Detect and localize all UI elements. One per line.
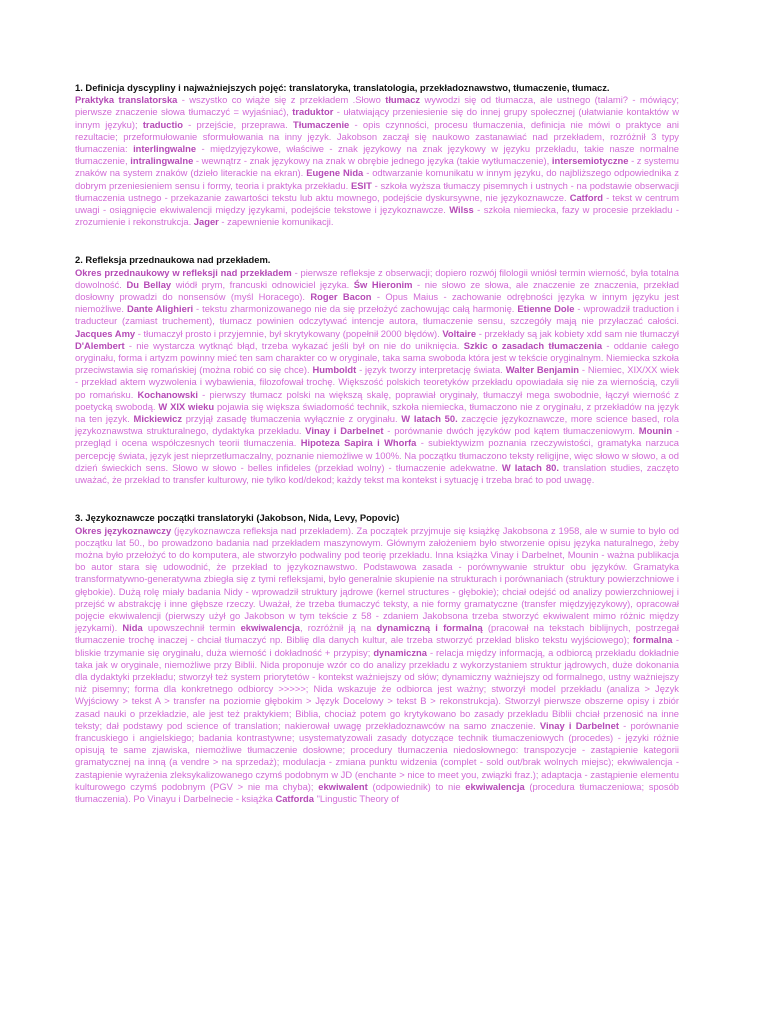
body-text: zaczęcie językoznawcze, more science based, rola językoznawstwa strukturalnego, dydaktyka przekładu. (75, 413, 679, 437)
body-text: (pracował na tekstach biblijnych, postrzegał tłumaczenie trochę inaczej - chciał tłumaczyć np. Biblię dla danych kultur, ale trzeba stworzyć przekład blisko tekstu wyjściowego); (75, 622, 679, 646)
body-text: (odpowiednik) to nie (367, 780, 466, 792)
key-term: D'Alembert (75, 339, 125, 351)
body-text: - zapewnienie komunikacji. (218, 216, 334, 228)
key-term: Szkic o zasadach tłumaczenia (463, 339, 603, 351)
body-text: - przejście, przeprawa. (182, 118, 293, 130)
key-term: Du Bellay (126, 278, 172, 290)
body-text: - język tworzy interpretację świata. (356, 364, 506, 376)
body-text: upowszechnił termin (142, 622, 241, 634)
body-text: - tłumaczył prosto i przyjemnie, był skrytykowany (popełnił 2000 błędów). (135, 327, 443, 339)
key-term: Kochanowski (137, 388, 198, 400)
key-term: dynamiczną i formalną (376, 622, 483, 634)
body-text: - szkoła niemiecka, fazy w procesie przekładu - zrozumienie i rekonstrukcja. (75, 204, 679, 228)
body-text: przyjął zasadę tłumaczenia wyłącznie z oryginału. (182, 413, 402, 425)
key-term: Roger Bacon (310, 291, 372, 303)
body-text: - oddanie całego oryginału, forma i artyzm powinny mieć ten sam charakter co w oryginale, taka sama swoboda która jest w tekście oryginalnym. Niemiecka szkoła przeciwstawia się romańskiej (można robić co się chce). (75, 339, 679, 376)
body-text: - nie wystarcza wytknąć błąd, trzeba wykazać jeśli był on nie do uniknięcia. (124, 339, 464, 351)
body-text: - przegląd i ocena współczesnych teorii tłumaczenia. (75, 425, 679, 449)
key-term: Eugene Nida (306, 167, 364, 179)
body-text: (językoznawcza refleksja nad przekładem). Za początek przyjmuje się książkę Jakobsona z 1958, ale w sumie to było od początku lat 50., bo prowadzono badania nad przekładem maszynowym. Głównym założeniem było stworzenie opisu języka naturalnego, żeby można było przełożyć to do komputera, ale stworzyło podwaliny pod teorię przekładu. Inna książka Vinay i Darbelnet, Mounin - ważna publikacja bo autor stara się udowodnić, że przekład to językoznawstwo. Podstawowa zasada - porównywanie struktur obu języków. Gramatyka transformatywno-generatywna zbiegła się z tymi refleksjami, było generalnie skupienie na strukturach i porównaniach (struktury powierzchniowe i głębokie). Dużą rolę miały badania Nidy - wprowadził struktury jądrowe (kernel structures - głębokie); chciał odejść od analizy powierzchniowej i przejść w abstrakcję i inne głębsze rzeczy. Uważał, że trzeba tłumaczyć teksty, a nie formy gramatyczne (transfer międzyjęzykowy), opracował pojęcie ekwiwalencji (pierwszy użył go Jakobson w tym tekście z 58 - zdaniem Jakobsona trzeba stworzyć ekwiwalent mimo różnic między językami). (75, 524, 680, 634)
section-body (75, 267, 679, 487)
key-term: Praktyka translatorska (75, 94, 178, 106)
key-term: tłumacz (385, 94, 421, 106)
key-term: Walter Benjamin (505, 364, 580, 376)
key-term: Mickiewicz (133, 413, 183, 425)
body-text: - przekłady są jak kobiety xdd sam nie tłumaczył (476, 327, 680, 339)
key-term: Hipoteza Sapira i Whorfa (300, 437, 417, 449)
body-text: - porównanie dwóch języków pod kątem tłumaczeniowym. (383, 425, 639, 437)
key-term: Jager (193, 216, 219, 228)
section-body (75, 94, 679, 228)
body-text: - pierwszy tłumacz polski na większą skalę, poprawiał oryginały, tłumaczył mega swobodnie, łączył wierność z poetycką swobodą. (75, 388, 679, 412)
body-text: translation studies, zaczęto uważać, że przekład to transfer kulturowy, nie tylko kod/dekod; każdy tekst ma kontekst i sytuację i trzeba brać to pod uwagę. (75, 461, 680, 486)
key-term: W latach 80. (501, 461, 559, 473)
key-term: Jacques Amy (75, 327, 136, 339)
key-term: ekwiwalencja (240, 622, 300, 634)
section-2 (75, 254, 679, 486)
key-term: Voltaire (442, 327, 477, 339)
body-text: pojawia się większa świadomość technik, szkoła niemiecka, tłumaczono nie z oryginału, z przekładów na język na ten język. (75, 400, 679, 425)
body-text: - relacja między informacją, a odbiorcą przekładu dokładnie taka jak w oryginale, niemożliwe przy Biblii. Nida proponuje wzór co do analizy przekładu z wykorzystaniem struktur jądrowych, duże dokonania dla dydaktyki przekładu; stworzył też system priorytetów - kontekst ważniejszy od słów; dynamiczny ważniejszy od formalnego, ustny ważniejszy niż pisemny; forma dla konkretnego odbiorcy >>>>>; Nida wskazuje że odbiorca jest ważny; stworzył model przekładu (analiza > Język Wyjściowy > tekst A > transfer na poziomie głębokim > Język Docelowy > tekst B > rekonstrukcja). Stworzył pierwsze obszerne opisy i zbiór zasad nauki o przekładzie, ale jest też praktykiem; Biblia, chociaż potem go krytykowano bo zasady przekładu Biblii chciał przenosić na inne teksty; dał podstawy pod science of translation; nakierował uwagę przekładoznawców na samo znaczenie. (75, 646, 679, 731)
key-term: interlingwalne (133, 143, 197, 155)
key-term: Catford (569, 191, 604, 203)
section-body (75, 525, 679, 806)
key-term: ESIT (350, 179, 372, 191)
body-text: - odtwarzanie komunikatu w innym języku, do najbliższego odpowiednika z dobrym przeniesieniem sensu i formy, teoria i praktyka przekładu. (75, 167, 679, 191)
section-heading: 1. Definicja dyscypliny i najważniejszych pojęć: translatoryka, translatologia, przekładoznawstwo, tłumaczenie, tłumacz. (75, 82, 610, 93)
body-text: "Lingustic Theory of (314, 792, 399, 804)
body-text: - wprowadził traduction i traducteur (zamiast truchement), tłumacz powinien odczytywać intencje autora, tłumaczenie sensu, szczegóły mają nie przyłaczać całości. (75, 303, 680, 327)
key-term: Św Hieronim (353, 278, 413, 290)
key-term: Etienne Dole (517, 303, 575, 315)
body-text: - pierwsze refleksje z obserwacji; dopiero rozwój filologii wniósł termin wierność, była totalna dowolność. (75, 266, 679, 290)
key-term: Vinay i Darbelnet (305, 425, 384, 437)
body-text: - Niemiec, XIX/XX wiek - przekład aktem wyzwolenia i wybawienia, filozofował trochę. Większość polskich teoretyków przekładu opowiadała się nie za wiernością, czyli po romańsku. (75, 364, 680, 400)
body-text: - Opus Maius - zachowanie odrębności języka w innym języku jest niemożliwe. (75, 291, 680, 315)
body-text: - subiektywizm poznania rzeczywistości, gramatyka narzuca percepcję świata, język jest nieprzetłumaczalny, poznanie niemożliwe w 100%. Na początku tłumaczono teksty religijne, więc słowo w słowo, a od dzień świeckich sens. Słowo w słowo - belles infideles (przekład wolny) - tłumaczenie adekwatne. (75, 437, 679, 473)
key-term: dynamiczna (373, 646, 427, 658)
body-text: - z systemu znaków na system znaków (dzieło literackie na ekran). (75, 155, 679, 179)
key-term: Okres językoznawczy (75, 524, 172, 536)
body-text: - międzyjęzykowe, właściwe - znak językowy na znak językowy w języku przekładu, takie nasze normalne tłumaczenie, (75, 143, 679, 167)
key-term: formalna (632, 634, 673, 646)
key-term: W latach 50. (401, 413, 458, 425)
body-text: (procedura tłumaczeniowa; sposób tłumaczenia). Po Vinayu i Darbelnecie - książka (75, 780, 679, 804)
body-text: - opis czynności, procesu tłumaczenia, definicja nie mówi o praktyce ani rezultacie; przeformułowanie sformułowania na inny język. Jakobson zaczął się naukowo zastanawiać nad przekładem, rozróżnił 3 typy tłumaczenia: (75, 118, 679, 155)
section-1 (75, 82, 679, 228)
key-term: ekwiwalencja (465, 780, 525, 792)
body-text: - tekst w centrum uwagi - osiągnięcie ekwiwalencji między językami, podejście tekstowe i językoznawcze. (75, 191, 679, 216)
key-term: Catforda (275, 792, 314, 804)
section-3 (75, 512, 679, 805)
key-term: Okres przednaukowy w refleksji nad przekładem (75, 266, 292, 278)
section-heading: 2. Refleksja przednaukowa nad przekładem. (75, 254, 271, 266)
body-text: - bliskie trzymanie się oryginału, duża wierność i dokładność + przypisy; (75, 634, 680, 658)
body-text: - szkoła wyższa tłumaczy pisemnych i ustnych - na podstawie obserwacji tłumaczenia ustnego - przekazanie zawartości tekstu lub aktu mownego, podejście dyskursywne, nie językoznawcze. (75, 179, 679, 203)
body-text: - nie słowo ze słowa, ale znaczenie ze znaczenia, przekład dosłowny prowadzi do nonsensów (myśl Horacego). (75, 278, 680, 303)
section-heading: 3. Językoznawcze początki translatoryki (Jakobson, Nida, Levy, Popovic) (75, 512, 400, 524)
key-term: traductio (142, 118, 183, 130)
key-term: intralingwalne (130, 155, 194, 167)
key-term: Wilss (449, 204, 474, 216)
body-text: wiódł prym, francuski odnowiciel języka. (171, 278, 354, 290)
key-term: Tłumaczenie (293, 118, 350, 130)
body-text: wywodzi się od tłumacza, ale ustnego (talami? - mówiący; pierwsze znaczenie słowa tłumaczyć = wyjaśniać), (75, 94, 679, 118)
key-term: Vinay i Darbelnet (539, 719, 619, 731)
key-term: ekwiwalent (318, 780, 368, 792)
body-text: - porównanie francuskiego i angielskiego; badania kontrastywne; usystematyzowali zasady dotyczące technik tłumaczeniowych (procedes) - języki różnie opisują te same zjawiska, niemożliwe tłumaczenie dosłowne; procedury tłumaczenia niedosłownego: transpozycje - zastąpienie kategorii gramatycznej na inną (a vendre > na sprzedaż); modulacja - zmiana punktu widzenia (complet - sold out/brak wolnych miejsc); ekwiwalencja - zastąpienie wyrażenia zleksykalizowanego czymś podobnym w JD (enchante > nice to meet you, związki fraz.); adaptacja - zastąpienie elementu kulturowego czymś podobnym (PGV > nie ma chyba); (75, 719, 679, 792)
key-term: intersemiotyczne (551, 155, 629, 167)
body-text: - ułatwiający przeniesienie się do innej grupy społecznej (ułatwianie kontaktów w innym języku); (75, 106, 679, 130)
key-term: W XIX wieku (158, 400, 215, 412)
key-term: Nida (122, 622, 143, 634)
document-page (75, 82, 679, 831)
body-text: - wewnątrz - znak językowy na znak w obrębie jednego języka (takie wytłumaczenie), (193, 155, 552, 167)
key-term: Dante Alighieri (126, 303, 194, 315)
body-text: , rozróżnił ją na (300, 622, 377, 634)
body-text: - tekstu zharmonizowanego nie da się przełożyć zachowując całą harmonię. (193, 303, 518, 315)
key-term: traduktor (292, 106, 334, 118)
key-term: Mounin (638, 425, 673, 437)
body-text: - wszystko co wiąże się z przekładem .Słowo (177, 94, 386, 106)
key-term: Humboldt (312, 364, 357, 376)
